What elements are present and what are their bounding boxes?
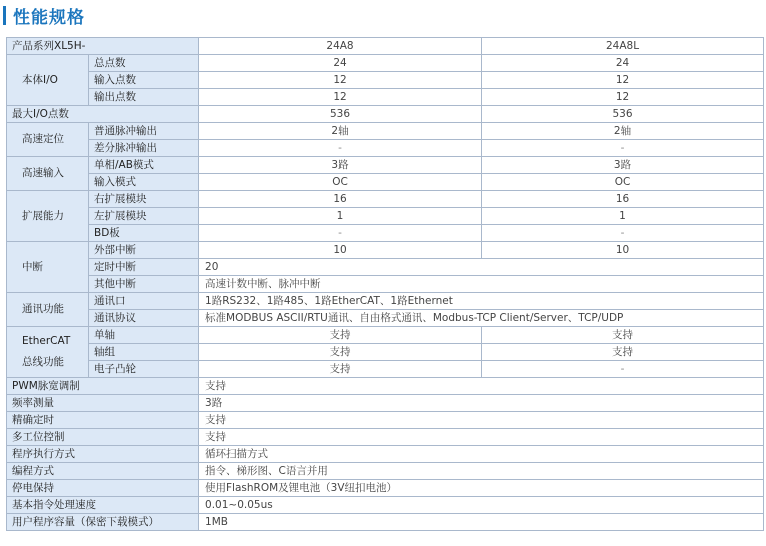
value-cell: 0.01~0.05us xyxy=(199,497,764,514)
sub-label: 轴组 xyxy=(89,344,199,361)
sub-label: 通讯口 xyxy=(89,293,199,310)
table-row xyxy=(7,259,764,276)
table-row xyxy=(7,429,764,446)
table-row xyxy=(7,89,764,106)
row-label: 精确定时 xyxy=(7,412,199,429)
row-label: 程序执行方式 xyxy=(7,446,199,463)
sub-label: 定时中断 xyxy=(89,259,199,276)
value-cell: 支持 xyxy=(199,378,764,395)
value-cell: 标准MODBUS ASCII/RTU通讯、自由格式通讯、Modbus-TCP Client/Server、TCP/UDP xyxy=(199,310,764,327)
table-row xyxy=(7,208,764,225)
row-label: 基本指令处理速度 xyxy=(7,497,199,514)
table-row xyxy=(7,327,764,344)
sub-label: 总点数 xyxy=(89,55,199,72)
value-cell: 循环扫描方式 xyxy=(199,446,764,463)
value-cell: 16 xyxy=(482,191,764,208)
value-cell: 指令、梯形图、C语言并用 xyxy=(199,463,764,480)
group-label: 高速定位 xyxy=(7,123,89,157)
value-cell: 24 xyxy=(482,55,764,72)
value-cell: 1路RS232、1路485、1路EtherCAT、1路Ethernet xyxy=(199,293,764,310)
sub-label: 外部中断 xyxy=(89,242,199,259)
group-label xyxy=(7,327,89,378)
group-label: 本体I/O xyxy=(7,55,89,106)
table-row xyxy=(7,55,764,72)
value-cell: 12 xyxy=(199,72,482,89)
row-label: 多工位控制 xyxy=(7,429,199,446)
sub-label: 差分脉冲输出 xyxy=(89,140,199,157)
value-cell: 1 xyxy=(199,208,482,225)
value-cell: 使用FlashROM及锂电池（3V纽扣电池） xyxy=(199,480,764,497)
row-label: 用户程序容量（保密下载模式） xyxy=(7,514,199,531)
table-row xyxy=(7,293,764,310)
table-row xyxy=(7,395,764,412)
model-24a8l: 24A8L xyxy=(482,38,764,55)
sub-label: 普通脉冲输出 xyxy=(89,123,199,140)
table-row xyxy=(7,361,764,378)
table-row xyxy=(7,446,764,463)
value-cell: 3路 xyxy=(199,395,764,412)
group-label: 中断 xyxy=(7,242,89,293)
value-cell: 支持 xyxy=(199,327,482,344)
value-cell: 10 xyxy=(199,242,482,259)
value-cell: 支持 xyxy=(199,412,764,429)
sub-label: 电子凸轮 xyxy=(89,361,199,378)
sub-label: 右扩展模块 xyxy=(89,191,199,208)
value-cell: 20 xyxy=(199,259,764,276)
group-label: 通讯功能 xyxy=(7,293,89,327)
value-cell: 12 xyxy=(482,72,764,89)
sub-label: 输入模式 xyxy=(89,174,199,191)
value-cell: - xyxy=(199,225,482,242)
group-label-line1: EtherCAT xyxy=(22,335,71,347)
value-cell: 3路 xyxy=(199,157,482,174)
table-row xyxy=(7,140,764,157)
sub-label: 输入点数 xyxy=(89,72,199,89)
table-row xyxy=(7,191,764,208)
table-row xyxy=(7,310,764,327)
value-cell: 3路 xyxy=(482,157,764,174)
value-cell: 16 xyxy=(199,191,482,208)
table-row xyxy=(7,480,764,497)
value-cell: 536 xyxy=(199,106,482,123)
page-title: 性能规格 xyxy=(13,7,85,28)
value-cell: 支持 xyxy=(199,344,482,361)
row-label: 频率测量 xyxy=(7,395,199,412)
value-cell: 支持 xyxy=(199,429,764,446)
sub-label: 左扩展模块 xyxy=(89,208,199,225)
header-label: 产品系列XL5H- xyxy=(7,38,199,55)
value-cell: 2轴 xyxy=(199,123,482,140)
table-row xyxy=(7,412,764,429)
title-accent-bar xyxy=(3,6,6,25)
value-cell: 12 xyxy=(482,89,764,106)
table-row xyxy=(7,514,764,531)
value-cell: 2轴 xyxy=(482,123,764,140)
sub-label: BD板 xyxy=(89,225,199,242)
table-row xyxy=(7,344,764,361)
sub-label: 通讯协议 xyxy=(89,310,199,327)
value-cell: 1MB xyxy=(199,514,764,531)
sub-label: 其他中断 xyxy=(89,276,199,293)
row-label: 最大I/O点数 xyxy=(7,106,199,123)
table-row xyxy=(7,157,764,174)
group-label-line2: 总线功能 xyxy=(22,356,64,368)
table-row xyxy=(7,497,764,514)
value-cell: - xyxy=(482,225,764,242)
page-header xyxy=(3,3,85,27)
row-label: 停电保持 xyxy=(7,480,199,497)
group-label: 高速输入 xyxy=(7,157,89,191)
table-row xyxy=(7,463,764,480)
sub-label: 单轴 xyxy=(89,327,199,344)
table-row xyxy=(7,174,764,191)
spec-table xyxy=(6,37,764,531)
value-cell: 12 xyxy=(199,89,482,106)
group-label: 扩展能力 xyxy=(7,191,89,242)
sub-label: 单相/AB模式 xyxy=(89,157,199,174)
value-cell: 支持 xyxy=(199,361,482,378)
row-label: PWM脉宽调制 xyxy=(7,378,199,395)
row-label: 编程方式 xyxy=(7,463,199,480)
value-cell: 高速计数中断、脉冲中断 xyxy=(199,276,764,293)
value-cell: 支持 xyxy=(482,344,764,361)
model-24a8: 24A8 xyxy=(199,38,482,55)
table-row xyxy=(7,72,764,89)
value-cell: 1 xyxy=(482,208,764,225)
table-row xyxy=(7,106,764,123)
table-row xyxy=(7,123,764,140)
sub-label: 输出点数 xyxy=(89,89,199,106)
value-cell: - xyxy=(482,140,764,157)
value-cell: 支持 xyxy=(482,327,764,344)
value-cell: 24 xyxy=(199,55,482,72)
table-row xyxy=(7,38,764,55)
value-cell: OC xyxy=(199,174,482,191)
value-cell: - xyxy=(482,361,764,378)
table-row xyxy=(7,378,764,395)
value-cell: - xyxy=(199,140,482,157)
value-cell: 10 xyxy=(482,242,764,259)
table-row xyxy=(7,276,764,293)
table-row xyxy=(7,242,764,259)
value-cell: 536 xyxy=(482,106,764,123)
value-cell: OC xyxy=(482,174,764,191)
table-row xyxy=(7,225,764,242)
